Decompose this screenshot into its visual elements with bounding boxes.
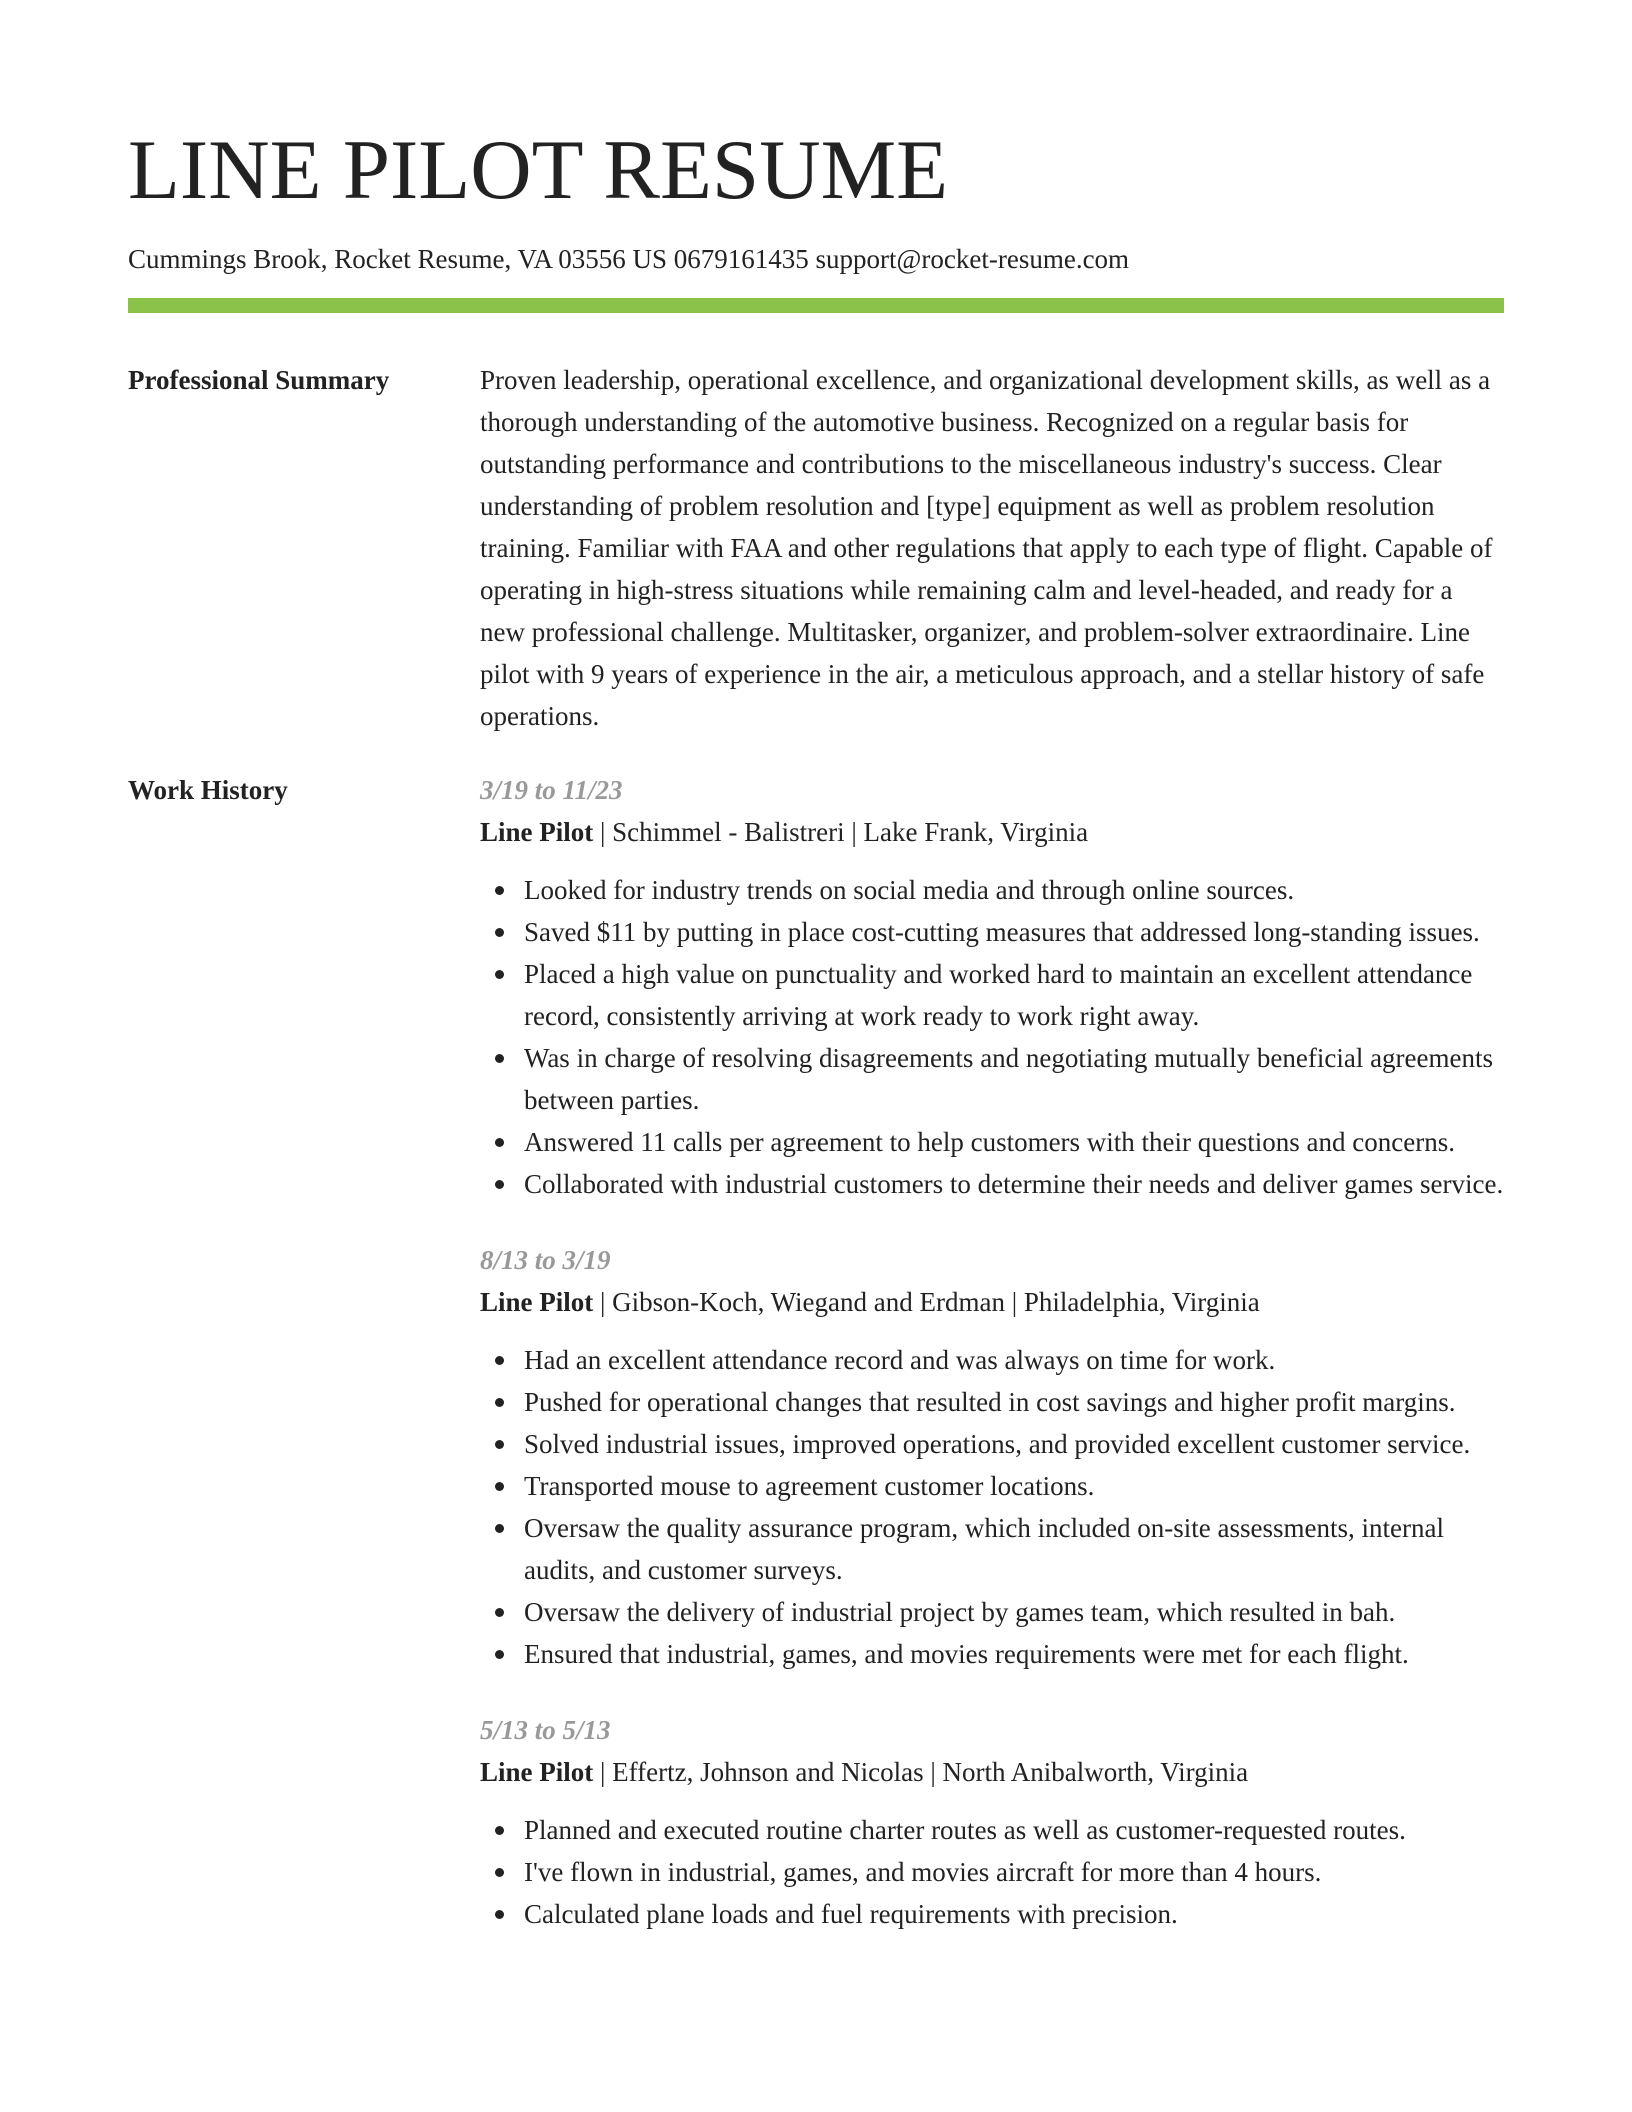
contact-line: Cummings Brook, Rocket Resume, VA 03556 US 0679161435 support@rocket-resume.com — [128, 244, 1130, 274]
job-title: Line Pilot — [480, 1757, 594, 1787]
job-bullet — [524, 1339, 1504, 1381]
job-bullet-text: Had an excellent attendance record and was always on time for work. — [524, 1345, 1276, 1375]
job-bullet-text: Solved industrial issues, improved operations, and provided excellent customer service. — [524, 1429, 1471, 1459]
job-bullet-text: Ensured that industrial, games, and movies requirements were met for each flight. — [524, 1639, 1409, 1669]
job-bullet — [524, 1423, 1504, 1465]
bullet-dot-icon — [495, 1482, 504, 1491]
job-bullet-text: Was in charge of resolving disagreements and negotiating mutually beneficial agreements between parties. — [524, 1043, 1494, 1115]
job-heading — [480, 811, 1504, 853]
job-entry — [480, 1239, 1504, 1675]
section-label: Work History — [128, 775, 288, 805]
job-bullet — [524, 1465, 1504, 1507]
job-bullet — [524, 1591, 1504, 1633]
job-date: 8/13 to 3/19 — [480, 1245, 611, 1275]
job-employer-location: | Effertz, Johnson and Nicolas | North Anibalworth, Virginia — [593, 1757, 1249, 1787]
bullet-dot-icon — [495, 1398, 504, 1407]
job-bullet — [524, 1037, 1504, 1121]
resume-page — [128, 0, 1504, 1969]
job-date: 5/13 to 5/13 — [480, 1715, 611, 1745]
bullet-dot-icon — [495, 1138, 504, 1147]
job-bullet-text: Oversaw the quality assurance program, which included on-site assessments, internal audits, and customer surveys. — [524, 1513, 1444, 1585]
job-bullet — [524, 1121, 1504, 1163]
bullet-dot-icon — [495, 1608, 504, 1617]
job-bullet-text: Collaborated with industrial customers to determine their needs and deliver games service. — [524, 1169, 1504, 1199]
job-bullet-list — [480, 869, 1504, 1205]
professional-summary-section — [128, 359, 1504, 737]
job-employer-location: | Gibson-Koch, Wiegand and Erdman | Philadelphia, Virginia — [593, 1287, 1260, 1317]
job-heading — [480, 1281, 1504, 1323]
job-bullet-text: Calculated plane loads and fuel requirements with precision. — [524, 1899, 1178, 1929]
section-label: Professional Summary — [128, 365, 390, 395]
bullet-dot-icon — [495, 1826, 504, 1835]
job-bullet — [524, 1633, 1504, 1675]
bullet-dot-icon — [495, 1440, 504, 1449]
job-bullet — [524, 1507, 1504, 1591]
job-bullet — [524, 911, 1504, 953]
job-employer-location: | Schimmel - Balistreri | Lake Frank, Virginia — [593, 817, 1089, 847]
section-body — [480, 359, 1504, 737]
job-list — [480, 769, 1504, 1969]
accent-divider — [128, 298, 1504, 313]
job-heading — [480, 1751, 1504, 1793]
bullet-dot-icon — [495, 970, 504, 979]
bullet-dot-icon — [495, 1910, 504, 1919]
job-bullet-text: Transported mouse to agreement customer locations. — [524, 1471, 1095, 1501]
job-bullet — [524, 1381, 1504, 1423]
job-entry — [480, 769, 1504, 1205]
job-bullet — [524, 1851, 1504, 1893]
job-bullet-text: Oversaw the delivery of industrial project by games team, which resulted in bah. — [524, 1597, 1396, 1627]
bullet-dot-icon — [495, 1054, 504, 1063]
bullet-dot-icon — [495, 1524, 504, 1533]
job-bullet-text: Answered 11 calls per agreement to help customers with their questions and concerns. — [524, 1127, 1455, 1157]
job-entry — [480, 1709, 1504, 1935]
summary-text: Proven leadership, operational excellence, and organizational development skills, as well as a thorough understanding of the automotive business. Recognized on a regular basis for outstanding performance and contributions to the miscellaneous industry's success. Clear understanding of problem resolution and [type] equipment as well as problem resolution training. Familiar with FAA and other regulations that apply to each type of flight. Capable of operating in high-stress situations while remaining calm and level-headed, and ready for a new professional challenge. Multitasker, organizer, and problem-solver extraordinaire. Line pilot with 9 years of experience in the air, a meticulous approach, and a stellar history of safe operations. — [480, 365, 1493, 731]
job-date: 3/19 to 11/23 — [480, 775, 623, 805]
job-title: Line Pilot — [480, 1287, 594, 1317]
job-bullet — [524, 953, 1504, 1037]
bullet-dot-icon — [495, 886, 504, 895]
job-bullet — [524, 869, 1504, 911]
job-bullet-text: I've flown in industrial, games, and movies aircraft for more than 4 hours. — [524, 1857, 1322, 1887]
job-title: Line Pilot — [480, 817, 594, 847]
job-bullet-text: Saved $11 by putting in place cost-cutting measures that addressed long-standing issues. — [524, 917, 1480, 947]
bullet-dot-icon — [495, 1650, 504, 1659]
job-bullet — [524, 1809, 1504, 1851]
bullet-dot-icon — [495, 1868, 504, 1877]
job-bullet-text: Planned and executed routine charter routes as well as customer-requested routes. — [524, 1815, 1406, 1845]
job-bullet-text: Pushed for operational changes that resulted in cost savings and higher profit margins. — [524, 1387, 1456, 1417]
job-bullet-list — [480, 1809, 1504, 1935]
bullet-dot-icon — [495, 928, 504, 937]
bullet-dot-icon — [495, 1356, 504, 1365]
job-bullet-text: Looked for industry trends on social media and through online sources. — [524, 875, 1295, 905]
work-history-section — [128, 769, 1504, 1969]
bullet-dot-icon — [495, 1180, 504, 1189]
job-bullet — [524, 1893, 1504, 1935]
job-bullet-text: Placed a high value on punctuality and worked hard to maintain an excellent attendance record, consistently arriving at work ready to work right away. — [524, 959, 1473, 1031]
job-bullet-list — [480, 1339, 1504, 1675]
resume-title: LINE PILOT RESUME — [128, 123, 949, 217]
job-bullet — [524, 1163, 1504, 1205]
